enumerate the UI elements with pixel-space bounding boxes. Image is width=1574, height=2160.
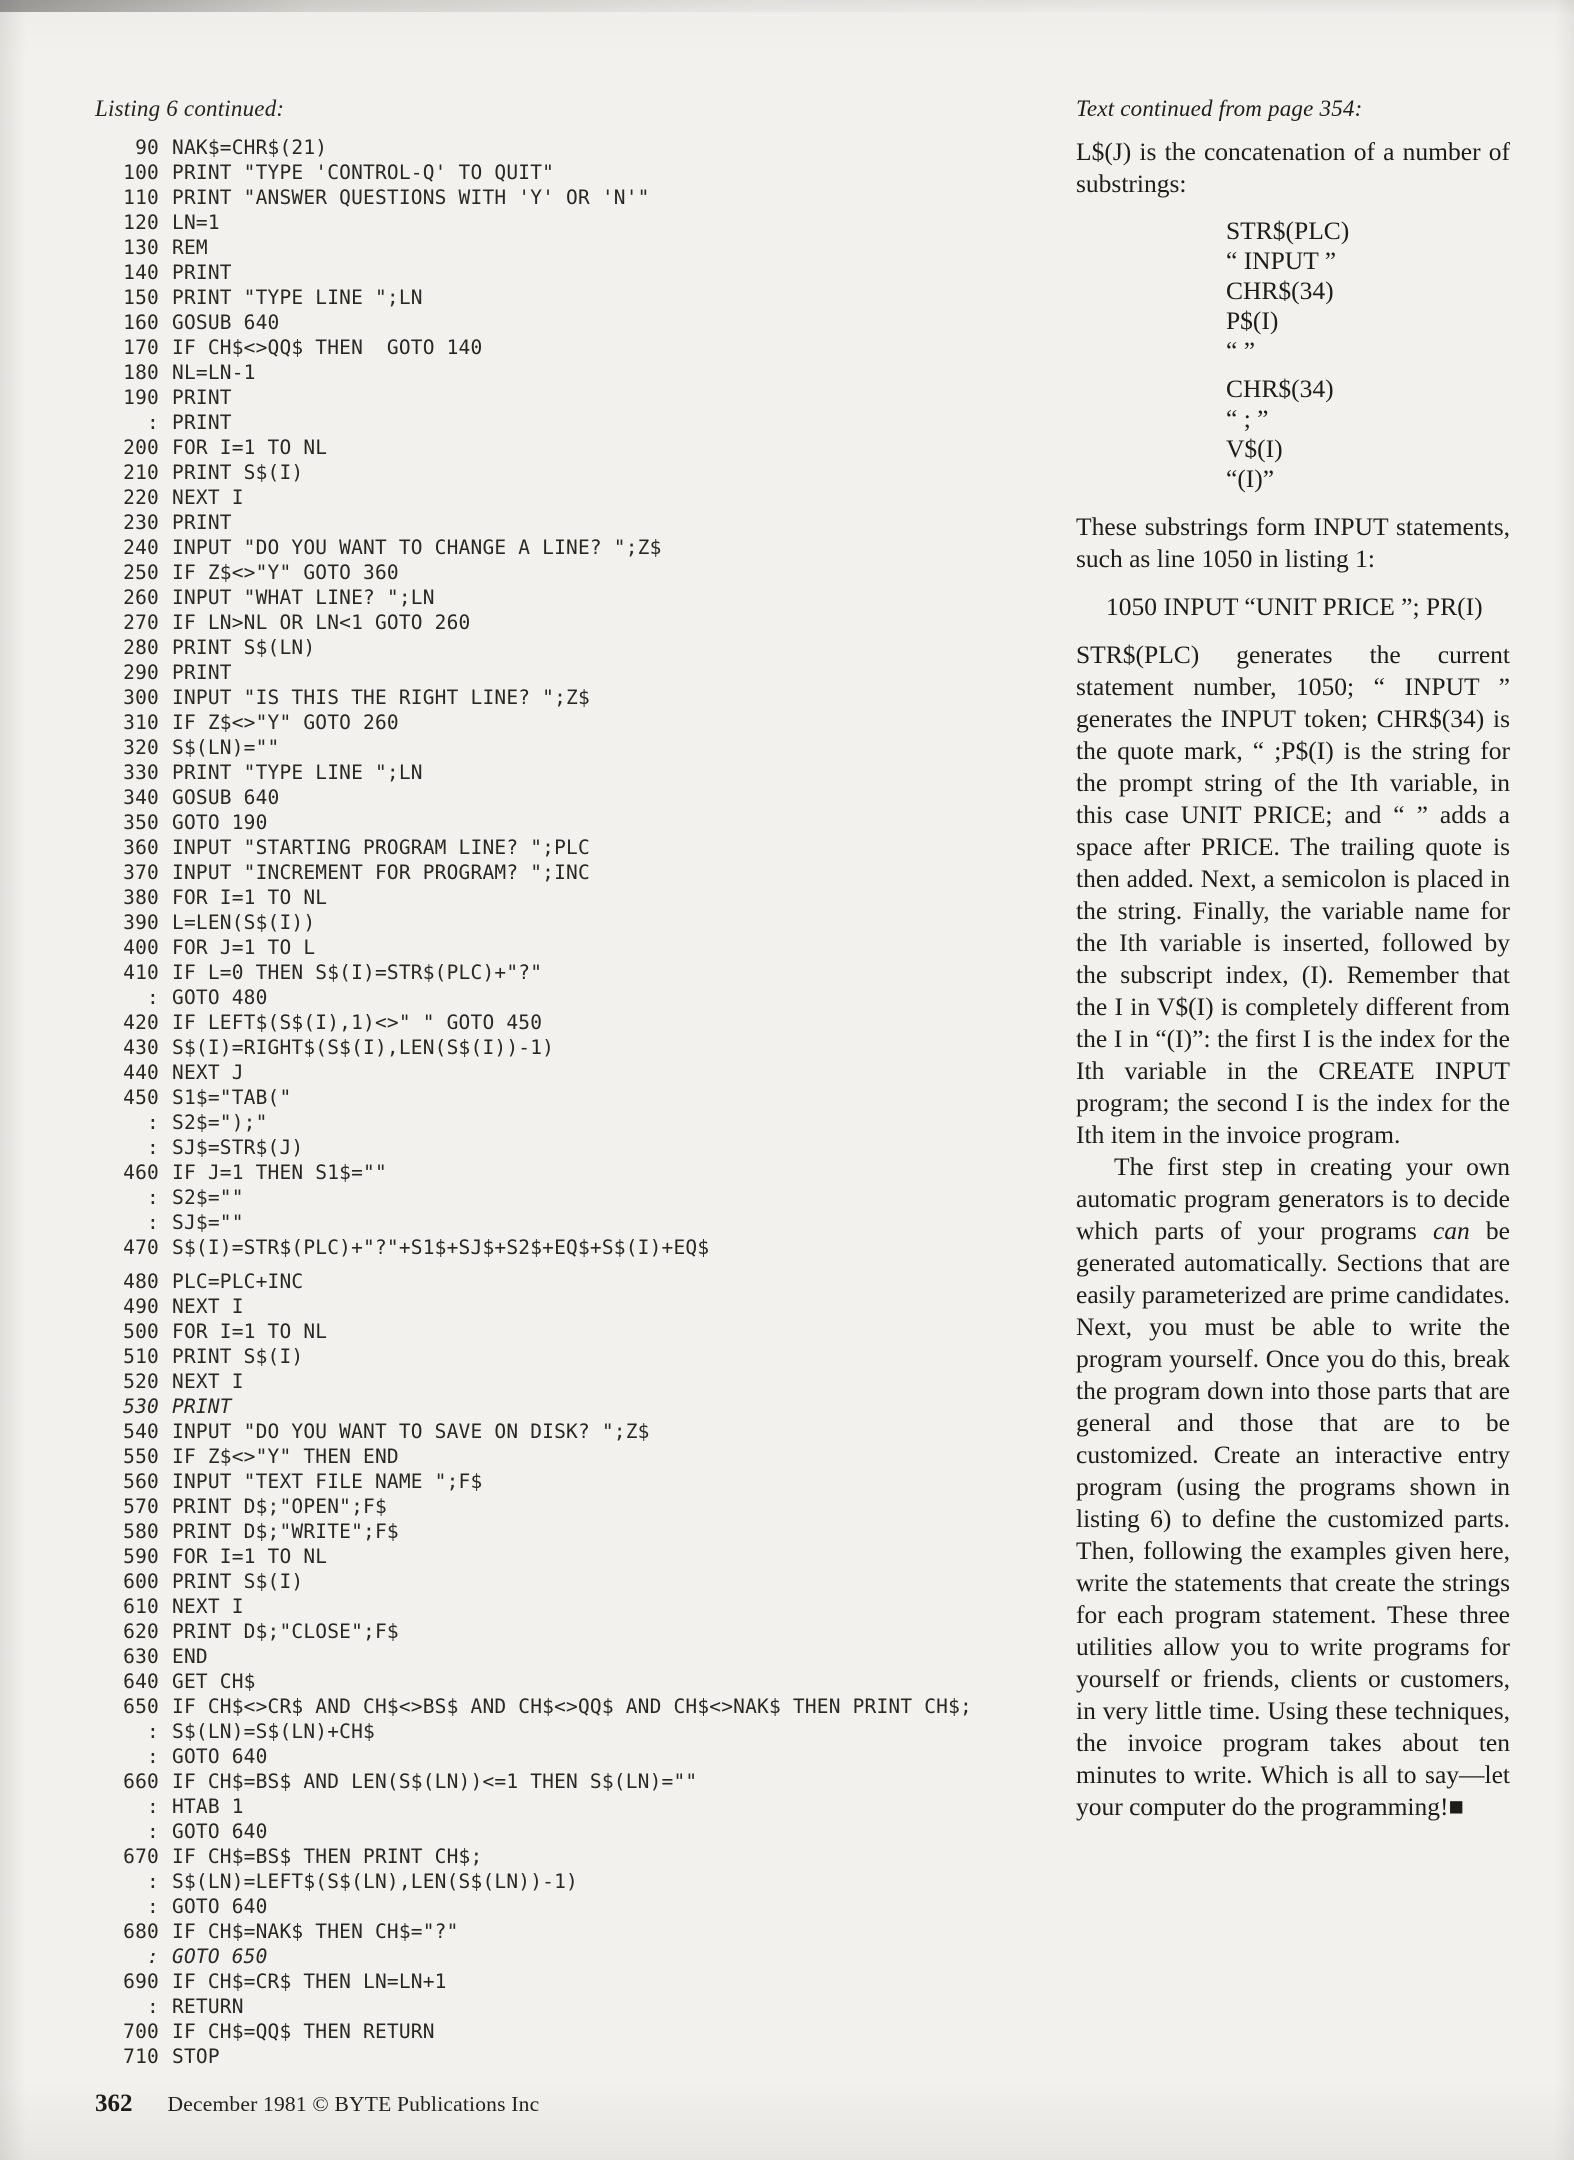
code-line-number: 110 [123, 186, 159, 209]
code-line-number: 510 [123, 1345, 159, 1368]
code-line-text: S$(I)=RIGHT$(S$(I),LEN(S$(I))-1) [172, 1036, 555, 1059]
code-line-number: 250 [123, 561, 159, 584]
code-line [95, 1594, 1060, 1619]
code-line-number: 660 [123, 1770, 159, 1793]
substring-item: “ INPUT ” [1226, 246, 1337, 275]
code-line [95, 1135, 1060, 1160]
code-line-number: 220 [123, 486, 159, 509]
code-line [95, 1294, 1060, 1319]
code-line-text: INPUT "STARTING PROGRAM LINE? ";PLC [172, 836, 590, 859]
code-line-text: NEXT I [172, 1370, 244, 1393]
code-line-text: S2$="" [172, 1186, 244, 1209]
inline-code-example: 1050 INPUT “UNIT PRICE ”; PR(I) [1106, 592, 1483, 621]
code-line [95, 1469, 1060, 1494]
code-line [95, 735, 1060, 760]
code-line-number: 290 [123, 661, 159, 684]
code-line [95, 1519, 1060, 1544]
code-line [95, 1919, 1060, 1944]
footer-credit: December 1981 © BYTE Publications Inc [167, 2092, 540, 2116]
code-line-text: PRINT "TYPE LINE ";LN [172, 761, 423, 784]
code-line [95, 1269, 1060, 1294]
code-line [95, 1494, 1060, 1519]
code-line-number: 210 [123, 461, 159, 484]
code-line [95, 460, 1060, 485]
code-line-number: 610 [123, 1595, 159, 1618]
code-line-text: FOR I=1 TO NL [172, 436, 328, 459]
page-number: 362 [95, 2090, 133, 2117]
code-line [95, 1010, 1060, 1035]
code-line-number: 440 [123, 1061, 159, 1084]
substring-item: “ ” [1226, 336, 1256, 365]
code-line [95, 1035, 1060, 1060]
code-line [95, 1110, 1060, 1135]
code-line-number: 590 [123, 1545, 159, 1568]
code-line [95, 960, 1060, 985]
scan-edge-left [0, 0, 26, 2160]
code-line-text: PRINT S$(I) [172, 461, 304, 484]
code-line-number: : [147, 1186, 159, 1209]
code-line-text: GOTO 480 [172, 986, 268, 1009]
code-line-text: FOR I=1 TO NL [172, 1545, 328, 1568]
code-line [95, 635, 1060, 660]
code-line-text: PLC=PLC+INC [172, 1270, 304, 1293]
code-line-text: NEXT I [172, 1295, 244, 1318]
article-end-mark: ■ [1448, 1792, 1464, 1821]
code-line-number: 490 [123, 1295, 159, 1318]
code-line-number: : [147, 1745, 159, 1768]
code-line [95, 585, 1060, 610]
code-line-text: GOSUB 640 [172, 311, 280, 334]
code-line-number: 190 [123, 386, 159, 409]
code-line-number: : [147, 1211, 159, 1234]
code-line-number: 710 [123, 2045, 159, 2068]
code-line-text: IF CH$=NAK$ THEN CH$="?" [172, 1920, 459, 1943]
code-line-number: 550 [123, 1445, 159, 1468]
code-line-number: 240 [123, 536, 159, 559]
code-line [95, 1160, 1060, 1185]
code-line-text: PRINT [172, 511, 232, 534]
code-line [95, 385, 1060, 410]
code-line-text: IF L=0 THEN S$(I)=STR$(PLC)+"?" [172, 961, 543, 984]
code-line [95, 1844, 1060, 1869]
article-paragraph-lead: These substrings form INPUT statements, such as line 1050 in listing 1: [1076, 512, 1510, 573]
code-line [95, 1769, 1060, 1794]
code-line-text: PRINT D$;"WRITE";F$ [172, 1520, 399, 1543]
code-line [95, 610, 1060, 635]
code-line [95, 1819, 1060, 1844]
code-line-number: : [147, 1995, 159, 2018]
code-line-text: NEXT J [172, 1061, 244, 1084]
code-line [95, 510, 1060, 535]
code-line-text: NEXT I [172, 1595, 244, 1618]
code-line-text: GOSUB 640 [172, 786, 280, 809]
code-line-text: IF Z$<>"Y" THEN END [172, 1445, 399, 1468]
code-line-number: 640 [123, 1670, 159, 1693]
paragraph-text: The first step in creating your own automatic program generators is to decide which parts of your programs [1076, 1152, 1510, 1245]
code-line-number: 620 [123, 1620, 159, 1643]
code-line [95, 1894, 1060, 1919]
code-line [95, 260, 1060, 285]
code-line-number: 410 [123, 961, 159, 984]
code-line-text: S$(LN)=LEFT$(S$(LN),LEN(S$(LN))-1) [172, 1870, 578, 1893]
code-line-number: 340 [123, 786, 159, 809]
code-line [95, 135, 1060, 160]
code-line [95, 560, 1060, 585]
code-line-text: S2$=");" [172, 1111, 268, 1134]
code-line-text: SJ$="" [172, 1211, 244, 1234]
code-line-number: 460 [123, 1161, 159, 1184]
code-line-text: IF LEFT$(S$(I),1)<>" " GOTO 450 [172, 1011, 543, 1034]
code-line-text: INPUT "INCREMENT FOR PROGRAM? ";INC [172, 861, 590, 884]
article-column [1076, 96, 1510, 1823]
code-line-text: IF J=1 THEN S1$="" [172, 1161, 387, 1184]
code-line-number: 570 [123, 1495, 159, 1518]
code-line [95, 1344, 1060, 1369]
code-line [95, 1669, 1060, 1694]
code-line-number: 90 [123, 136, 159, 159]
code-line-text: S$(I)=STR$(PLC)+"?"+S1$+SJ$+S2$+EQ$+S$(I)+EQ$ [172, 1236, 710, 1259]
code-line-text: IF CH$=BS$ AND LEN(S$(LN))<=1 THEN S$(LN)="" [172, 1770, 698, 1793]
code-line-number: 360 [123, 836, 159, 859]
code-line [95, 285, 1060, 310]
code-line-number: 180 [123, 361, 159, 384]
code-line [95, 760, 1060, 785]
code-line [95, 860, 1060, 885]
code-line-number: 270 [123, 611, 159, 634]
code-line-number: 230 [123, 511, 159, 534]
code-line-text: IF LN>NL OR LN<1 GOTO 260 [172, 611, 471, 634]
code-line-number: 480 [123, 1270, 159, 1293]
code-line [95, 710, 1060, 735]
code-line-text: IF Z$<>"Y" GOTO 260 [172, 711, 399, 734]
code-line [95, 160, 1060, 185]
code-line [95, 660, 1060, 685]
emphasized-word: can [1432, 1216, 1470, 1245]
code-line [95, 1544, 1060, 1569]
code-line-number: 450 [123, 1086, 159, 1109]
code-line-number: 650 [123, 1695, 159, 1718]
code-line [95, 1235, 1060, 1260]
code-line-text: L=LEN(S$(I)) [172, 911, 316, 934]
code-line-text: S$(LN)="" [172, 736, 280, 759]
code-line-number: 200 [123, 436, 159, 459]
code-line-number: 420 [123, 1011, 159, 1034]
code-line-number: 130 [123, 236, 159, 259]
code-line-number: 680 [123, 1920, 159, 1943]
substring-item: “(I)” [1226, 464, 1275, 493]
page-footer [95, 2090, 539, 2118]
code-line-text: GOTO 640 [172, 1820, 268, 1843]
code-line-number: : [147, 1870, 159, 1893]
code-line-text: PRINT S$(I) [172, 1345, 304, 1368]
code-line [95, 685, 1060, 710]
code-line [95, 985, 1060, 1010]
substring-item: “ ; ” [1226, 404, 1269, 433]
code-line-number: 140 [123, 261, 159, 284]
code-line-text: SJ$=STR$(J) [172, 1136, 304, 1159]
code-line-text: GET CH$ [172, 1670, 256, 1693]
code-line-number: 350 [123, 811, 159, 834]
code-line [95, 1744, 1060, 1769]
code-line-number: 380 [123, 886, 159, 909]
code-line-number: 170 [123, 336, 159, 359]
code-line [95, 1644, 1060, 1669]
code-line-number: 310 [123, 711, 159, 734]
code-line [95, 935, 1060, 960]
code-line-text: END [172, 1645, 208, 1668]
code-line-number: 500 [123, 1320, 159, 1343]
code-line-text: PRINT D$;"OPEN";F$ [172, 1495, 387, 1518]
code-line-number: 280 [123, 636, 159, 659]
code-line-number: : [147, 1895, 159, 1918]
code-line-text: PRINT "TYPE LINE ";LN [172, 286, 423, 309]
substring-item: P$(I) [1226, 306, 1279, 335]
code-line-text: IF CH$=BS$ THEN PRINT CH$; [172, 1845, 483, 1868]
code-line-text: INPUT "IS THIS THE RIGHT LINE? ";Z$ [172, 686, 590, 709]
code-line-text: INPUT "WHAT LINE? ";LN [172, 586, 435, 609]
code-line-text: PRINT [172, 261, 232, 284]
code-line-text: FOR I=1 TO NL [172, 886, 328, 909]
code-line-text: IF CH$<>QQ$ THEN GOTO 140 [172, 336, 483, 359]
article-paragraph-main: STR$(PLC) generates the current statement number, 1050; “ INPUT ” generates the INPUT token; CHR$(34) is the quote mark, “ ;P$(I) is the string for the prompt string of the Ith variable, in this case UNIT PRICE; and “ ” adds a space after PRICE. The trailing quote is then added. Next, a semicolon is placed in the string. Finally, the variable name for the Ith variable is inserted, followed by the subscript index, (I). Remember that the I in V$(I) is completely different from the I in “(I)”: the first I is the index for the Ith variable in the CREATE INPUT program; the second I is the index for the Ith item in the invoice program. [1076, 640, 1510, 1149]
code-line [95, 1060, 1060, 1085]
code-line [95, 810, 1060, 835]
code-line [95, 485, 1060, 510]
code-line-text: GOTO 640 [172, 1895, 268, 1918]
scan-edge-right [1554, 0, 1574, 2160]
code-line-text: PRINT "TYPE 'CONTROL-Q' TO QUIT" [172, 161, 555, 184]
code-line [95, 185, 1060, 210]
code-line [95, 360, 1060, 385]
code-line-text: INPUT "DO YOU WANT TO CHANGE A LINE? ";Z$ [172, 536, 662, 559]
code-line [95, 535, 1060, 560]
article-intro: L$(J) is the concatenation of a number of substrings: [1076, 137, 1510, 198]
code-line [95, 910, 1060, 935]
code-line [95, 1185, 1060, 1210]
code-line [95, 1319, 1060, 1344]
code-line-number: 160 [123, 311, 159, 334]
code-line-text: PRINT [172, 661, 232, 684]
code-line-text: IF Z$<>"Y" GOTO 360 [172, 561, 399, 584]
substring-item: CHR$(34) [1226, 276, 1334, 305]
code-line-text: STOP [172, 2045, 220, 2068]
code-line-number: : [147, 411, 159, 434]
code-listing-column [95, 96, 1060, 2069]
code-listing [95, 135, 1060, 2069]
code-line [95, 1719, 1060, 1744]
paragraph-text: be generated automatically. Sections that are easily parameterized are prime candidates. Next, you must be able to write the program yourself. Once you do this, break the program down into those parts that are general and those that are to be customized. Create an interactive entry program (using the programs shown in listing 6) to define the customized parts. Then, following the examples given here, write the statements that create the strings for each program statement. These three utilities allow you to write programs for yourself or friends, clients or customers, in very little time. Using these techniques, the invoice program takes about ten minutes to write. Which is all to say—let your computer do the programming! [1076, 1216, 1510, 1821]
code-line-number: 580 [123, 1520, 159, 1543]
code-line [95, 885, 1060, 910]
code-line-number: : [147, 1111, 159, 1134]
code-line [95, 785, 1060, 810]
code-line [95, 2019, 1060, 2044]
code-line-number: 100 [123, 161, 159, 184]
code-line [95, 310, 1060, 335]
code-line-number: : [147, 1795, 159, 1818]
code-line-number: 470 [123, 1236, 159, 1259]
code-line-number: : [147, 1136, 159, 1159]
code-line [95, 1619, 1060, 1644]
code-line-text: NEXT I [172, 486, 244, 509]
substring-list [1076, 216, 1510, 494]
code-line [95, 1210, 1060, 1235]
code-line-number: 530 [123, 1395, 159, 1418]
substring-item: V$(I) [1226, 434, 1283, 463]
article-paragraph-final [1076, 1151, 1510, 1823]
code-line-text: GOTO 640 [172, 1745, 268, 1768]
code-line-number: 400 [123, 936, 159, 959]
code-line-text: LN=1 [172, 211, 220, 234]
code-line [95, 1085, 1060, 1110]
substring-item: CHR$(34) [1226, 374, 1334, 403]
code-line-number: 560 [123, 1470, 159, 1493]
code-line-text: INPUT "TEXT FILE NAME ";F$ [172, 1470, 483, 1493]
code-line-number: : [147, 1945, 159, 1968]
code-line [95, 235, 1060, 260]
code-line-number: 120 [123, 211, 159, 234]
code-line-number: 370 [123, 861, 159, 884]
code-line [95, 335, 1060, 360]
code-line-number: 390 [123, 911, 159, 934]
code-line-text: IF CH$=CR$ THEN LN=LN+1 [172, 1970, 447, 1993]
code-line [95, 1994, 1060, 2019]
code-line-text: PRINT [172, 1395, 232, 1418]
code-line-number: 260 [123, 586, 159, 609]
code-line-number: 300 [123, 686, 159, 709]
code-line-text: PRINT S$(LN) [172, 636, 316, 659]
code-line-text: IF CH$<>CR$ AND CH$<>BS$ AND CH$<>QQ$ AND CH$<>NAK$ THEN PRINT CH$; [172, 1695, 972, 1718]
code-line-text: PRINT [172, 386, 232, 409]
code-line-text: IF CH$=QQ$ THEN RETURN [172, 2020, 435, 2043]
code-line [95, 1444, 1060, 1469]
code-line-number: 690 [123, 1970, 159, 1993]
code-line [95, 410, 1060, 435]
code-line-text: S1$="TAB(" [172, 1086, 292, 1109]
code-line-number: 700 [123, 2020, 159, 2043]
code-line [95, 210, 1060, 235]
code-line [95, 1969, 1060, 1994]
code-line [95, 1869, 1060, 1894]
code-line-number: 150 [123, 286, 159, 309]
code-line [95, 835, 1060, 860]
substring-list-gap [1226, 366, 1510, 374]
code-line [95, 1369, 1060, 1394]
code-line [95, 1794, 1060, 1819]
code-line-text: GOTO 650 [172, 1945, 268, 1968]
code-line-text: INPUT "DO YOU WANT TO SAVE ON DISK? ";Z$ [172, 1420, 650, 1443]
code-line-text: S$(LN)=S$(LN)+CH$ [172, 1720, 375, 1743]
code-line-text: GOTO 190 [172, 811, 268, 834]
code-line-number: 630 [123, 1645, 159, 1668]
code-line-number: 520 [123, 1370, 159, 1393]
code-line-text: PRINT "ANSWER QUESTIONS WITH 'Y' OR 'N'" [172, 186, 650, 209]
code-line-text: HTAB 1 [172, 1795, 244, 1818]
code-line [95, 1569, 1060, 1594]
code-line-text: FOR J=1 TO L [172, 936, 316, 959]
scan-edge-top [0, 0, 1574, 12]
article-header: Text continued from page 354: [1076, 96, 1363, 121]
substring-item: STR$(PLC) [1226, 216, 1350, 245]
code-line-number: : [147, 1720, 159, 1743]
code-line [95, 1944, 1060, 1969]
code-line-text: RETURN [172, 1995, 244, 2018]
code-line-text: PRINT S$(I) [172, 1570, 304, 1593]
code-line-text: NL=LN-1 [172, 361, 256, 384]
code-line-text: REM [172, 236, 208, 259]
code-line-number: 320 [123, 736, 159, 759]
code-line [95, 2044, 1060, 2069]
code-line [95, 1694, 1060, 1719]
code-line [95, 1394, 1060, 1419]
code-line-text: PRINT [172, 411, 232, 434]
code-line-number: : [147, 1820, 159, 1843]
code-line-text: NAK$=CHR$(21) [172, 136, 328, 159]
code-line-number: 600 [123, 1570, 159, 1593]
code-line-text: FOR I=1 TO NL [172, 1320, 328, 1343]
code-line-number: : [147, 986, 159, 1009]
code-line [95, 435, 1060, 460]
code-line-number: 430 [123, 1036, 159, 1059]
code-line-number: 670 [123, 1845, 159, 1868]
listing-header: Listing 6 continued: [95, 96, 285, 121]
code-line-text: PRINT D$;"CLOSE";F$ [172, 1620, 399, 1643]
code-line-number: 330 [123, 761, 159, 784]
code-line-number: 540 [123, 1420, 159, 1443]
code-line [95, 1419, 1060, 1444]
